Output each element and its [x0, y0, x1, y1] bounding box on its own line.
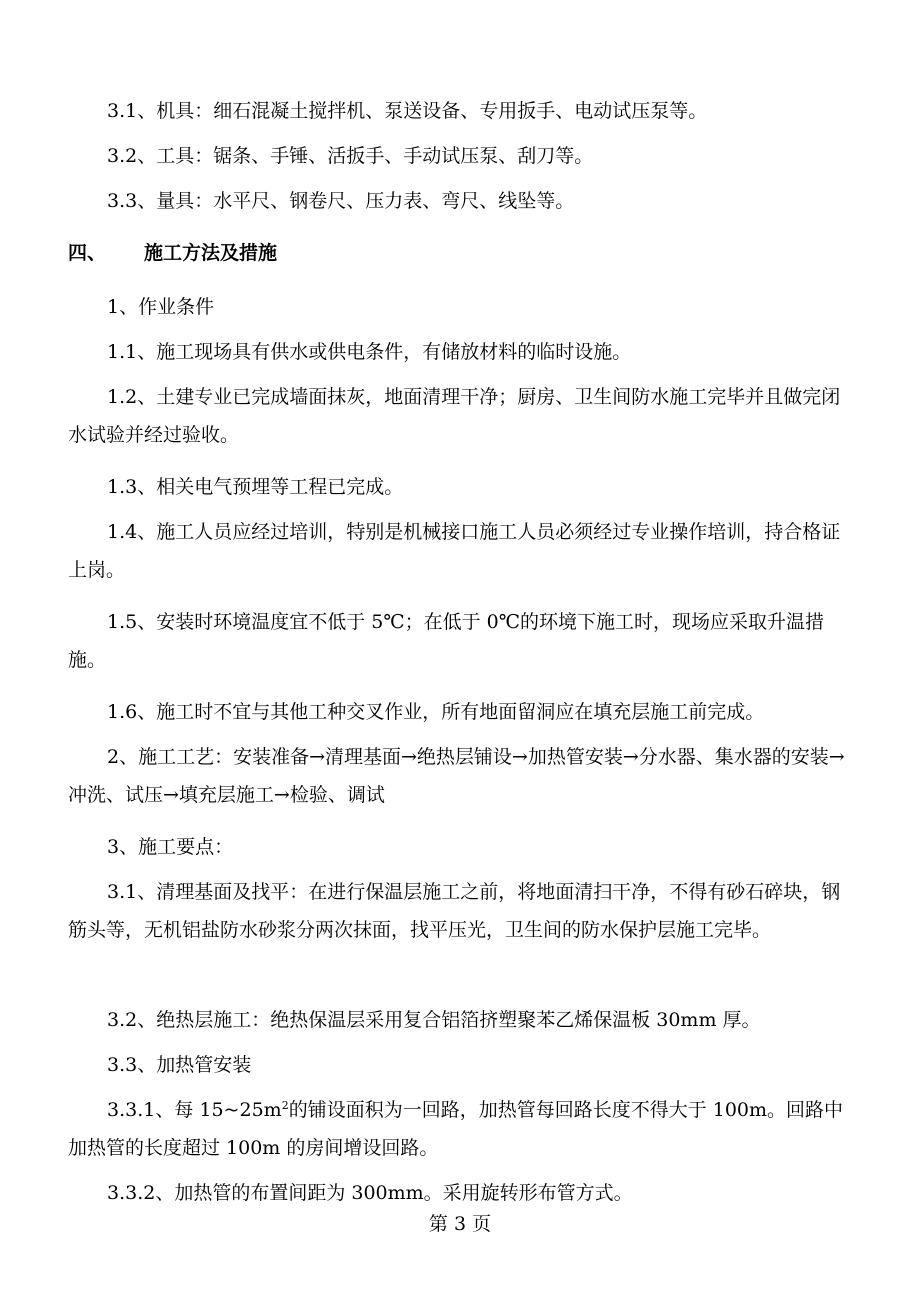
- paragraph-1-6: 1.6、施工时不宜与其他工种交叉作业，所有地面留洞应在填充层施工前完成。: [107, 701, 765, 723]
- paragraph-construction-process: 2、施工工艺：安装准备→清理基面→绝热层铺设→加热管安装→分水器、集水器的安装→冲洗、试压→填充层施工→检验、调试: [68, 746, 845, 806]
- paragraph-3-3-1-prefix: 3.3.1、每 15~25m: [107, 1099, 282, 1121]
- paragraph-3-2-insulation: 3.2、绝热层施工：绝热保温层采用复合铝箔挤塑聚苯乙烯保温板 30mm 厚。: [107, 1009, 761, 1031]
- paragraph-3-2-tools: 3.2、工具：锯条、手锤、活扳手、手动试压泵、刮刀等。: [107, 145, 594, 167]
- paragraph-work-conditions: 1、作业条件: [107, 296, 215, 318]
- paragraph-3-1-machinery: 3.1、机具：细石混凝土搅拌机、泵送设备、专用扳手、电动试压泵等。: [107, 100, 708, 122]
- paragraph-1-1: 1.1、施工现场具有供水或供电条件，有储放材料的临时设施。: [107, 341, 632, 363]
- paragraph-3-3-1-suffix: 的铺设面积为一回路，加热管每回路长度不得大于 100m。回路中加热管的长度超过 100m 的房间增设回路。: [68, 1099, 844, 1159]
- paragraph-3-3-measuring-tools: 3.3、量具：水平尺、钢卷尺、压力表、弯尺、线坠等。: [107, 190, 575, 212]
- section-title: 施工方法及措施: [144, 242, 278, 264]
- section-number: 四、: [68, 242, 107, 264]
- paragraph-1-4: 1.4、施工人员应经过培训，特别是机械接口施工人员必须经过专业操作培训，持合格证上岗。: [68, 521, 841, 581]
- paragraph-1-5: 1.5、安装时环境温度宜不低于 5℃；在低于 0℃的环境下施工时，现场应采取升温措施。: [68, 611, 824, 671]
- paragraph-3-3-2: 3.3.2、加热管的布置间距为 300mm。采用旋转形布管方式。: [107, 1182, 633, 1204]
- section-heading: [68, 234, 277, 272]
- superscript-2: 2: [281, 1099, 289, 1112]
- paragraph-1-3: 1.3、相关电气预埋等工程已完成。: [107, 476, 404, 498]
- page-number-footer: 第 3 页: [428, 1213, 492, 1235]
- paragraph-3-3-heating-pipe: 3.3、加热管安装: [107, 1054, 252, 1076]
- paragraph-3-1-base-cleaning: 3.1、清理基面及找平：在进行保温层施工之前，将地面清扫干净，不得有砂石碎块，钢筋头等，无机铝盐防水砂浆分两次抹面，找平压光，卫生间的防水保护层施工完毕。: [68, 881, 841, 941]
- paragraph-construction-points: 3、施工要点：: [107, 836, 234, 858]
- paragraph-1-2: 1.2、土建专业已完成墙面抹灰，地面清理干净；厨房、卫生间防水施工完毕并且做完闭水试验并经过验收。: [68, 386, 841, 446]
- paragraph-3-3-1: [68, 1091, 858, 1167]
